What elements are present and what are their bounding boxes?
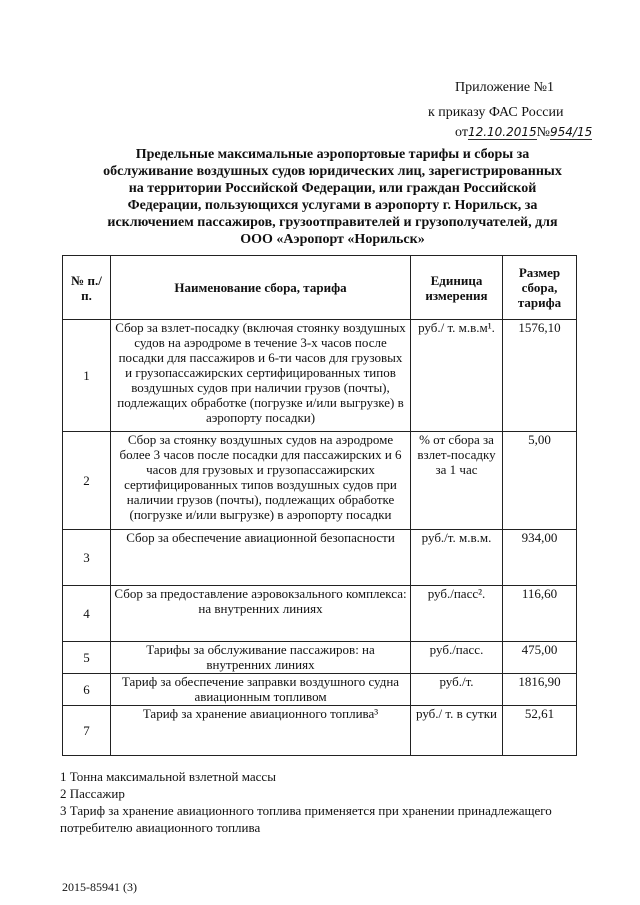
row-name: Сбор за взлет-посадку (включая стоянку воздушных судов на аэродроме в течение 3-х часов после посадки для пассажиров и 6-ти часов для грузовых и грузопассажирских сертифицированных типов воздушных судов при наличии грузов (почты), подлежащих обработке (погрузке и/или выгрузке) в аэропорту посадки) <box>111 320 411 432</box>
table-row <box>63 642 577 674</box>
document-title: Предельные максимальные аэропортовые тарифы и сборы за обслуживание воздушных судов юридических лиц, зарегистрированных на территории Российской Федерации, или граждан Российской Федерации, пользующихся услугами в аэропорту г. Норильск, за исключением пассажиров, грузоотправителей и грузополучателей, для ООО «Аэропорт «Норильск» <box>103 147 562 247</box>
footnote-1: 1 Тонна максимальной взлетной массы <box>60 769 276 784</box>
row-unit: % от сбора за взлет-посадку за 1 час <box>411 432 503 530</box>
row-value: 1576,10 <box>503 320 577 432</box>
row-value: 52,61 <box>503 706 577 756</box>
row-num: 3 <box>63 530 111 586</box>
table-row <box>63 320 577 432</box>
tariff-table <box>62 255 577 756</box>
row-value: 475,00 <box>503 642 577 674</box>
date-prefix: от <box>455 125 468 140</box>
table-row <box>63 432 577 530</box>
row-name: Тарифы за обслуживание пассажиров: на внутренних линиях <box>111 642 411 674</box>
row-unit: руб./пасс². <box>411 586 503 642</box>
footnotes <box>60 768 600 836</box>
row-name: Тариф за обеспечение заправки воздушного судна авиационным топливом <box>111 674 411 706</box>
appendix-label: Приложение №1 <box>455 80 554 95</box>
row-unit: руб./т. м.в.м. <box>411 530 503 586</box>
row-num: 2 <box>63 432 111 530</box>
row-unit: руб./пасс. <box>411 642 503 674</box>
row-name: Сбор за обеспечение авиационной безопасности <box>111 530 411 586</box>
row-value: 934,00 <box>503 530 577 586</box>
row-num: 4 <box>63 586 111 642</box>
table-row <box>63 586 577 642</box>
order-label: к приказу ФАС России <box>428 105 564 120</box>
row-num: 5 <box>63 642 111 674</box>
row-name: Сбор за стоянку воздушных судов на аэродроме более 3 часов после посадки для пассажирских и 6 часов для грузовых и грузопассажирских сертифицированных типов воздушных судов при наличии грузов (почты), подлежащих обработке (погрузке и/или выгрузке) в аэропорту посадки <box>111 432 411 530</box>
table-row <box>63 530 577 586</box>
document-code: 2015-85941 (3) <box>62 880 137 894</box>
header-unit: Единица измерения <box>411 256 503 320</box>
row-value: 1816,90 <box>503 674 577 706</box>
order-date-number <box>455 125 592 141</box>
footnote-2: 2 Пассажир <box>60 786 125 801</box>
row-value: 5,00 <box>503 432 577 530</box>
header-name: Наименование сбора, тарифа <box>111 256 411 320</box>
footnote-3: 3 Тариф за хранение авиационного топлива применяется при хранении принадлежащего потребителю авиационного топлива <box>60 803 552 835</box>
number-prefix: № <box>536 125 551 140</box>
row-name: Сбор за предоставление аэровокзального комплекса: на внутренних линиях <box>111 586 411 642</box>
row-num: 7 <box>63 706 111 756</box>
row-name: Тариф за хранение авиационного топлива³ <box>111 706 411 756</box>
table-header-row <box>63 256 577 320</box>
row-unit: руб./ т. м.в.м¹. <box>411 320 503 432</box>
table-row <box>63 674 577 706</box>
header-value: Размер сбора, тарифа <box>503 256 577 320</box>
row-num: 6 <box>63 674 111 706</box>
row-unit: руб./т. <box>411 674 503 706</box>
header-num: № п./п. <box>63 256 111 320</box>
row-value: 116,60 <box>503 586 577 642</box>
number-value: 954/15 <box>550 125 593 139</box>
table-row <box>63 706 577 756</box>
date-value: 12.10.2015 <box>467 125 537 139</box>
row-num: 1 <box>63 320 111 432</box>
row-unit: руб./ т. в сутки <box>411 706 503 756</box>
